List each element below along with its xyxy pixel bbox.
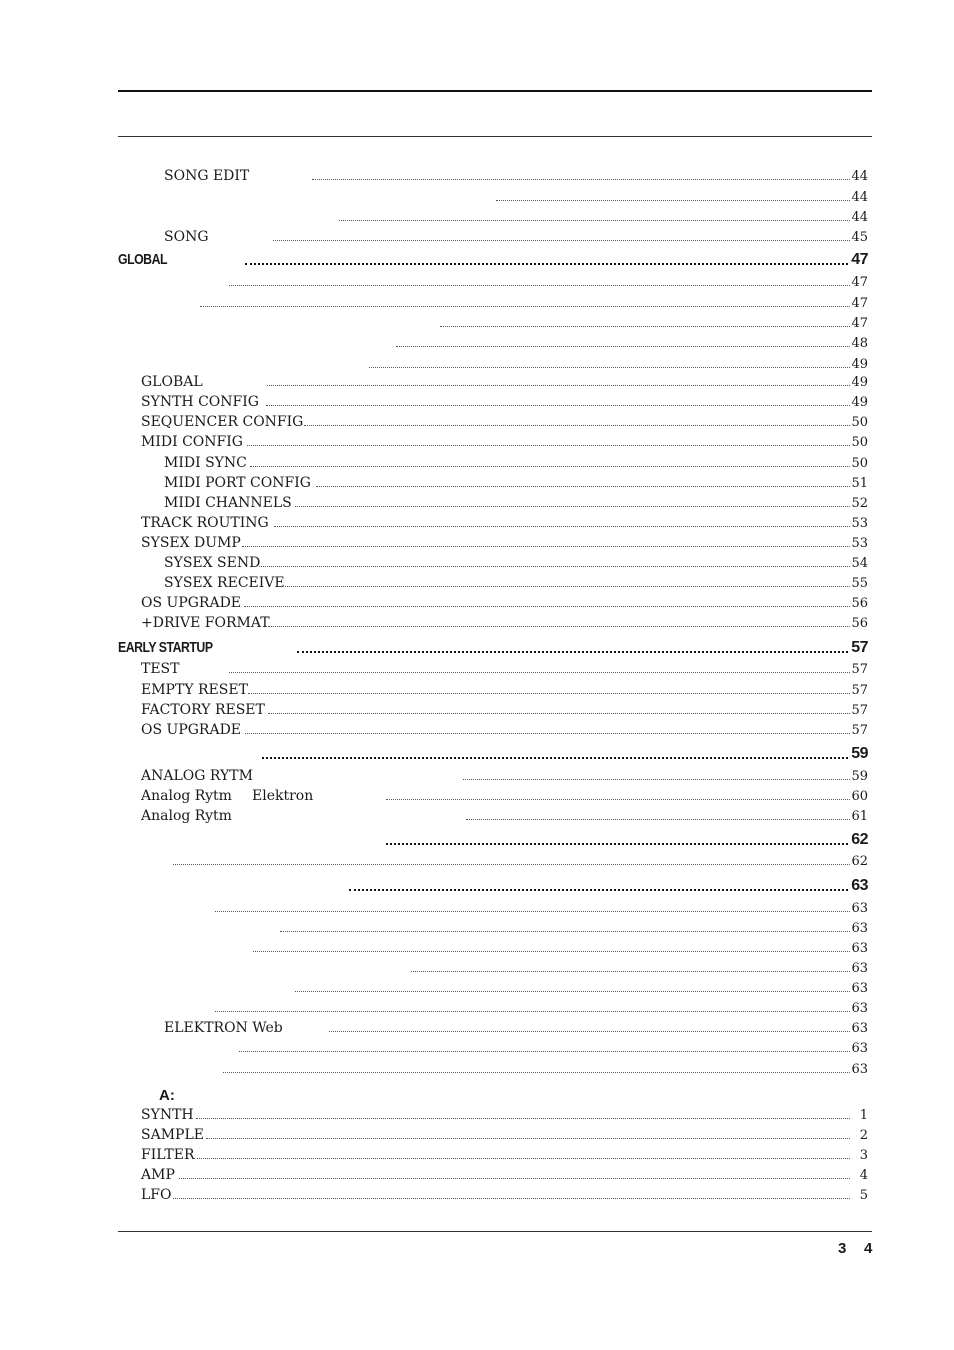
toc-entry-title: SYNTH CONFIG [141,394,259,410]
toc-entry[interactable] [164,167,868,185]
toc-page-number: 63 [851,901,868,916]
toc-entry-title: SYSEX SEND [164,555,261,571]
toc-dot-leader [259,566,850,567]
toc-dot-leader [273,240,850,241]
toc-dot-leader [242,546,850,547]
toc-section-heading[interactable] [118,831,868,849]
toc-dot-leader [173,1198,850,1199]
toc-entry-title: OS UPGRADE [141,722,242,738]
toc-entry-title: SYNTH [141,1107,194,1123]
toc-page-number: 3 [859,1148,868,1163]
toc-page-number: 50 [851,456,868,471]
toc-page-number: 5 [859,1188,868,1203]
toc-entry[interactable] [141,614,868,632]
toc-dot-leader [253,951,850,952]
toc-entry[interactable] [141,373,868,391]
toc-page-number: 63 [851,921,868,936]
toc-entry-title: MIDI CONFIG [141,434,243,450]
toc-entry[interactable] [141,1060,868,1078]
toc-entry-title: ANALOG RYTM [141,768,253,784]
toc-dot-leader [285,586,850,587]
toc-dot-leader [223,1072,850,1073]
toc-page-number: 63 [851,941,868,956]
toc-dot-leader [229,672,850,673]
toc-page-number: 63 [851,981,868,996]
toc-entry[interactable] [164,228,868,246]
toc-dot-leader [196,1118,850,1119]
toc-page-number: 57 [851,703,868,718]
toc-section-heading[interactable] [118,745,868,763]
toc-entry[interactable] [141,1039,868,1057]
toc-page-number: 54 [851,556,868,571]
toc-dot-leader [297,651,848,653]
toc-entry-title: AMP [141,1167,175,1183]
toc-page-number: 47 [851,316,868,331]
toc-page-number: 48 [851,336,868,351]
toc-entry-title: MIDI SYNC [164,455,247,471]
toc-page-number: 57 [851,683,868,698]
toc-dot-leader [245,263,848,265]
toc-page-number: 1 [859,1108,868,1123]
toc-page-number: 62 [851,854,868,869]
toc-entry-title: LFO [141,1187,172,1203]
toc-entry-title: FACTORY RESET [141,702,265,718]
toc-dot-leader [411,971,850,972]
toc-dot-leader [266,405,850,406]
toc-page-number: 63 [851,877,868,894]
toc-dot-leader [349,889,848,891]
toc-entry[interactable] [141,681,868,699]
toc-page-number: 63 [851,961,868,976]
toc-dot-leader [229,285,850,286]
toc-entry-title: Analog Rytm [141,808,232,824]
toc-page-number: 55 [851,576,868,591]
toc-dot-leader [197,1158,850,1159]
toc-page-number: 60 [851,789,868,804]
toc-dot-leader [396,346,850,347]
toc-section-heading[interactable] [118,877,868,895]
toc-page-number: 45 [851,230,868,245]
toc-page-number: 44 [851,210,868,225]
toc-page-number: 50 [851,435,868,450]
toc-entry-title: GLOBAL [118,251,167,268]
toc-page-number: 44 [851,190,868,205]
toc-dot-leader [268,626,850,627]
toc-entry[interactable] [141,273,868,291]
toc-dot-leader [262,757,848,759]
toc-entry-title: A: [159,1087,175,1104]
toc-entry-title: SONG EDIT [164,168,250,184]
toc-entry[interactable] [141,594,868,612]
toc-entry-title: SEQUENCER CONFIG [141,414,304,430]
toc-entry[interactable] [141,314,868,332]
toc-entry[interactable] [141,660,868,678]
toc-entry[interactable] [141,1186,868,1204]
toc-entry-title: FILTER [141,1147,195,1163]
footer-page-number-left: 3 [838,1240,847,1257]
toc-page-number: 63 [851,1062,868,1077]
toc-entry-title: MIDI PORT CONFIG [164,475,311,491]
toc-entry-title: +DRIVE FORMAT [141,615,270,631]
toc-entry[interactable] [141,1166,868,1184]
toc-dot-leader [369,367,850,368]
toc-page-number: 57 [851,639,868,656]
toc-entry[interactable] [141,959,868,977]
toc-page-number: 56 [851,596,868,611]
toc-entry[interactable] [164,188,868,206]
toc-section-heading[interactable] [159,1087,868,1105]
toc-page-number: 53 [851,536,868,551]
toc-page-number: 47 [851,251,868,268]
toc-dot-leader [173,864,850,865]
toc-entry[interactable] [141,433,868,451]
toc-entry-title: SYSEX DUMP [141,535,241,551]
toc-page-number: 49 [851,395,868,410]
toc-entry[interactable] [164,494,868,512]
toc-page-number: 52 [851,496,868,511]
toc-entry-title: SAMPLE [141,1127,204,1143]
toc-page-number: 57 [851,723,868,738]
toc-entry[interactable] [141,919,868,937]
toc-dot-leader [312,179,850,180]
toc-entry[interactable] [164,554,868,572]
toc-dot-leader [200,306,850,307]
toc-page-number: 4 [859,1168,868,1183]
toc-dot-leader [295,506,850,507]
toc-entry[interactable] [141,294,868,312]
toc-entry[interactable] [141,514,868,532]
toc-dot-leader [206,1138,850,1139]
toc-entry[interactable] [141,852,868,870]
toc-entry[interactable] [141,334,868,352]
toc-entry[interactable] [141,999,868,1017]
toc-dot-leader [316,486,850,487]
toc-entry[interactable] [164,1019,868,1037]
toc-page-number: 2 [859,1128,868,1143]
toc-entry-title: TRACK ROUTING [141,515,269,531]
toc-dot-leader [247,445,850,446]
toc-entry-title: Analog Rytm [141,788,232,804]
toc-entry-title: ELEKTRON Web [164,1020,283,1036]
toc-entry-title: SONG [164,229,209,245]
toc-page-number: 49 [851,357,868,372]
toc-entry[interactable] [141,701,868,719]
toc-dot-leader [463,779,850,780]
toc-entry-title: OS UPGRADE [141,595,242,611]
toc-page-number: 47 [851,275,868,290]
toc-entry-title: EMPTY RESET [141,682,248,698]
toc-entry[interactable] [141,807,868,825]
toc-entry[interactable] [164,574,868,592]
toc-dot-leader [274,526,850,527]
toc-page-number: 61 [851,809,868,824]
toc-dot-leader [386,799,850,800]
toc-page-number: 50 [851,415,868,430]
toc-entry-title-part: Elektron [252,788,314,804]
toc-entry[interactable] [141,979,868,997]
toc-dot-leader [304,425,850,426]
toc-entry[interactable] [141,1146,868,1164]
toc-entry[interactable] [164,454,868,472]
toc-page-number: 63 [851,1021,868,1036]
toc-page-number: 56 [851,616,868,631]
toc-entry[interactable] [141,767,868,785]
toc-page-number: 59 [851,769,868,784]
toc-dot-leader [239,1051,850,1052]
toc-page-number: 53 [851,516,868,531]
toc-page-number: 47 [851,296,868,311]
toc-entry[interactable] [141,899,868,917]
toc-entry[interactable] [141,393,868,411]
toc-entry[interactable] [164,208,868,226]
toc-dot-leader [244,606,850,607]
toc-dot-leader [250,466,850,467]
toc-dot-leader [440,326,850,327]
toc-entry-title: EARLY STARTUP [118,639,213,656]
toc-entry[interactable] [141,939,868,957]
toc-dot-leader [245,733,850,734]
toc-page-number: 49 [851,375,868,390]
toc-page-number: 63 [851,1001,868,1016]
toc-entry[interactable] [141,534,868,552]
toc-entry[interactable] [141,787,868,805]
toc-dot-leader [386,843,848,845]
toc-entry-title: MIDI CHANNELS [164,495,292,511]
toc-dot-leader [215,1011,850,1012]
toc-entry[interactable] [141,413,868,431]
toc-page-number: 44 [851,169,868,184]
footer-rule [118,1231,872,1232]
toc-section-heading[interactable] [118,639,868,657]
toc-page-number: 63 [851,1041,868,1056]
toc-entry-title: TEST [141,661,180,677]
toc-dot-leader [179,1178,850,1179]
toc-entry[interactable] [141,1126,868,1144]
toc-dot-leader [466,819,850,820]
toc-dot-leader [295,991,850,992]
toc-section-heading[interactable] [118,251,868,269]
toc-entry[interactable] [141,1106,868,1124]
toc-entry-title: SYSEX RECEIVE [164,575,285,591]
toc-entry[interactable] [141,721,868,739]
toc-page-number: 59 [851,745,868,762]
toc-dot-leader [496,200,850,201]
footer-page-number-right: 4 [864,1240,873,1257]
toc-page-number: 57 [851,662,868,677]
toc-dot-leader [268,713,850,714]
toc-page-number: 62 [851,831,868,848]
toc-entry[interactable] [164,474,868,492]
toc-dot-leader [329,1031,850,1032]
toc-dot-leader [215,911,850,912]
toc-page-number: 51 [851,476,868,491]
toc-entry[interactable] [141,355,868,373]
toc-dot-leader [339,220,850,221]
toc-dot-leader [248,693,850,694]
toc-dot-leader [267,385,850,386]
toc-entry-title: GLOBAL [141,374,203,390]
toc-dot-leader [280,931,850,932]
